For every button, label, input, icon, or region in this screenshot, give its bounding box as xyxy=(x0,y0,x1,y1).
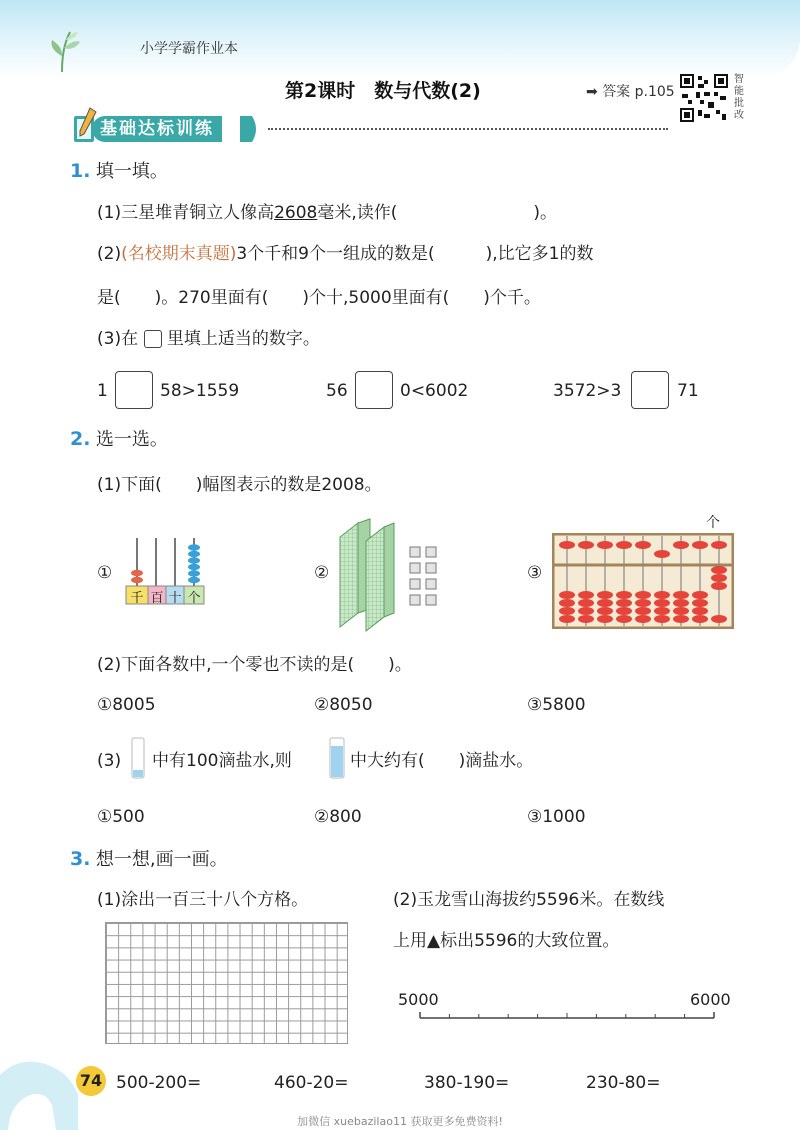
q2-item3-option1[interactable]: ①500 xyxy=(97,807,145,827)
q3-title: 想一想,画一画。 xyxy=(95,849,228,870)
abacus-ones-label: 个 xyxy=(706,515,720,531)
page-number: 74 xyxy=(76,1066,106,1096)
banner-tail xyxy=(240,116,260,142)
calc-3: 380-190= xyxy=(424,1073,510,1093)
smart-grading-label: 智能批改 xyxy=(734,74,744,121)
q1-item3-text: 里填上适当的数字。 xyxy=(166,329,320,349)
ex2-left: 56 xyxy=(326,381,348,401)
small-bottle-icon xyxy=(130,736,146,780)
q2-item3-index: (3) xyxy=(97,751,122,771)
q1-item2-text[interactable]: 3个千和9个一组成的数是( ),比它多1的数 xyxy=(236,244,594,264)
q2-option3-label[interactable]: ③ xyxy=(527,563,543,583)
ex3-left: 3572>3 xyxy=(553,381,622,401)
answer-reference[interactable] xyxy=(586,81,675,101)
calc-1: 500-200= xyxy=(116,1073,202,1093)
number-line-start: 5000 xyxy=(398,990,439,1009)
header-background xyxy=(0,0,800,78)
q1-item2 xyxy=(97,243,593,265)
q1-item1-text: (1)三星堆青铜立人像高 xyxy=(97,203,275,223)
q3-item1: (1)涂出一百三十八个方格。 xyxy=(97,890,309,910)
q1-item2-line2[interactable]: 是( )。270里面有( )个十,5000里面有( )个千。 xyxy=(97,288,541,308)
q1-title: 填一填。 xyxy=(95,161,168,182)
small-box-icon xyxy=(144,330,162,348)
calc-2: 460-20= xyxy=(274,1073,349,1093)
page-title: 第2课时 数与代数(2) xyxy=(285,80,481,102)
number-line-end: 6000 xyxy=(690,990,731,1009)
q1-item1-number: 2608 xyxy=(274,203,318,223)
counting-frame-labels xyxy=(126,587,206,606)
calc-4: 230-80= xyxy=(586,1073,661,1093)
q2-option2-label[interactable]: ② xyxy=(314,563,330,583)
q1-item2-index: (2) xyxy=(97,244,122,264)
ex1-right: 58>1559 xyxy=(160,381,240,401)
digit-box-1[interactable] xyxy=(115,371,153,409)
q3-item2-line2: 上用▲标出5596的大致位置。 xyxy=(393,931,620,951)
book-title: 小学学霸作业本 xyxy=(140,41,238,57)
arrow-right-icon: ➡ xyxy=(586,84,598,100)
digit-box-3[interactable] xyxy=(631,371,669,409)
q1-item1-blank[interactable]: 毫米,读作( )。 xyxy=(317,203,558,223)
label-hundreds: 百 xyxy=(150,591,164,606)
q2-option1-label[interactable]: ① xyxy=(97,563,113,583)
answer-reference-text: 答案 p.105 xyxy=(602,84,675,100)
q3-item2-line1: (2)玉龙雪山海拔约5596米。在数线 xyxy=(393,890,665,910)
digit-box-2[interactable] xyxy=(355,371,393,409)
cube-blocks-figure xyxy=(336,517,450,633)
q1-number: 1. xyxy=(70,160,91,182)
q1-item1 xyxy=(97,202,557,224)
q2-item2[interactable]: (2)下面各数中,一个零也不读的是( )。 xyxy=(97,655,412,675)
q1-item2-tag: (名校期末真题) xyxy=(121,244,237,264)
q3-number: 3. xyxy=(70,848,91,870)
q3-heading xyxy=(70,848,228,871)
banner-divider xyxy=(268,128,668,130)
q2-item2-option2[interactable]: ②8050 xyxy=(314,695,373,715)
q2-item3-option2[interactable]: ②800 xyxy=(314,807,362,827)
label-tens: 十 xyxy=(168,591,182,606)
label-ones: 个 xyxy=(187,591,201,606)
label-thousands: 千 xyxy=(130,591,144,606)
plant-icon xyxy=(40,26,90,74)
q2-item3-post[interactable]: 中大约有( )滴盐水。 xyxy=(350,751,534,771)
section-banner: 基础达标训练 xyxy=(92,116,222,142)
square-grid[interactable] xyxy=(105,922,348,1044)
qr-code-icon[interactable] xyxy=(680,74,728,122)
q1-item3 xyxy=(97,328,320,350)
q1-heading xyxy=(70,160,168,183)
abacus-figure xyxy=(552,533,734,629)
q2-number: 2. xyxy=(70,428,91,450)
number-line[interactable] xyxy=(418,1010,718,1024)
q2-heading xyxy=(70,428,168,451)
q2-item2-option1[interactable]: ①8005 xyxy=(97,695,156,715)
ex2-right: 0<6002 xyxy=(400,381,469,401)
q2-item1[interactable]: (1)下面( )幅图表示的数是2008。 xyxy=(97,475,382,495)
q2-item2-option3[interactable]: ③5800 xyxy=(527,695,586,715)
watermark: 加微信 xuebazilao11 获取更多免费资料! xyxy=(297,1115,503,1128)
ex1-left: 1 xyxy=(97,381,108,401)
q2-title: 选一选。 xyxy=(95,429,168,450)
large-bottle-icon xyxy=(328,736,346,780)
q2-item3-mid: 中有100滴盐水,则 xyxy=(152,751,292,771)
q2-item3-option3[interactable]: ③1000 xyxy=(527,807,586,827)
ex3-right: 71 xyxy=(677,381,699,401)
q1-item3-index: (3)在 xyxy=(97,329,139,349)
